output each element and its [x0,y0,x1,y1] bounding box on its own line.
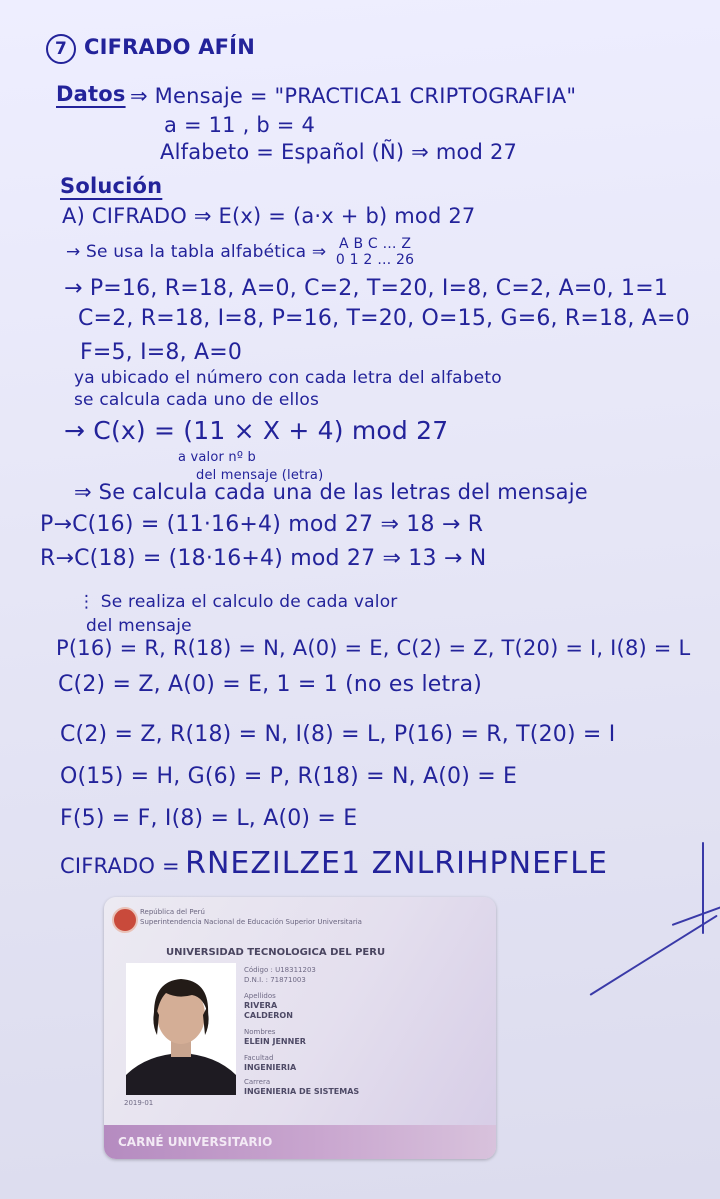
calc-2: R→C(18) = (18·16+4) mod 27 ⇒ 13 → N [40,546,487,571]
ab-line: a = 11 , b = 4 [164,113,315,137]
pen-stroke-diagonal [589,915,717,996]
result-line-3: C(2) = Z, R(18) = N, I(8) = L, P(16) = R, T(20) = I [60,722,616,747]
card-year: 2019-01 [124,1099,154,1107]
formula-annotation-2: del mensaje (letra) [196,468,324,483]
tabla-text: → Se usa la tabla alfabética ⇒ [66,242,327,262]
student-photo [126,963,236,1095]
card-header [140,907,488,927]
dni-value: 71871003 [270,976,306,984]
result-line-4: O(15) = H, G(6) = P, R(18) = N, A(0) = E [60,764,518,789]
note-1: ya ubicado el número con cada letra del alfabeto [74,368,502,388]
final-line [60,846,608,881]
card-country: República del Perú [140,908,205,916]
solucion-label: Solución [60,174,163,198]
result-line-1: P(16) = R, R(18) = N, A(0) = E, C(2) = Z, T(20) = I, I(8) = L [56,636,691,660]
formula-annotation-1: a valor nº b [178,450,256,465]
card-fields: Código : U18311203 D.N.I. : 71871003 Apellidos RIVERA CALDERON Nombres ELEIN JENNER Facultad INGENIERIA Carrera INGENIERIA DE SISTEMAS [244,966,360,1096]
pen-stroke-vertical [702,842,704,934]
formula: → C(x) = (11 × X + 4) mod 27 [64,416,449,445]
card-university: UNIVERSIDAD TECNOLOGICA DEL PERU [166,947,386,958]
tabla-bottom: 0 1 2 … 26 [335,252,415,268]
step-line: ⇒ Se calcula cada una de las letras del mensaje [74,480,588,504]
values-line-1: → P=16, R=18, A=0, C=2, T=20, I=8, C=2, A=0, 1=1 [64,276,669,301]
student-photo-illustration [126,963,236,1095]
final-value: RNEZILZE1 ZNLRIHPNEFLE [185,846,608,881]
values-line-3: F=5, I=8, A=0 [80,340,243,365]
exercise-title [46,34,255,64]
name-label: Nombres [244,1028,276,1036]
values-line-2: C=2, R=18, I=8, P=16, T=20, O=15, G=6, R=18, A=0 [78,306,690,331]
tabla-stack [336,236,414,268]
code-label: Código [244,966,269,974]
calc-1: P→C(16) = (11·16+4) mod 27 ⇒ 18 → R [40,512,484,537]
datos-label: Datos [56,82,126,106]
result-line-2: C(2) = Z, A(0) = E, 1 = 1 (no es letra) [58,672,483,697]
surname-1: RIVERA [244,1001,278,1010]
result-line-5: F(5) = F, I(8) = L, A(0) = E [60,806,358,831]
card-agency: Superintendencia Nacional de Educación Superior Universitaria [140,918,362,926]
student-id-card [104,897,496,1159]
exercise-number: 7 [46,34,76,64]
faculty-value: INGENIERIA [244,1063,297,1072]
final-label: CIFRADO = [60,854,180,878]
career-label: Carrera [244,1078,271,1086]
title-text: CIFRADO AFÍN [84,35,255,59]
dni-label: D.N.I. [244,976,264,984]
shield-logo-icon [112,907,138,933]
code-value: U18311203 [275,966,316,974]
faculty-label: Facultad [244,1054,274,1062]
career-value: INGENIERIA DE SISTEMAS [244,1087,360,1096]
surname-2: CALDERON [244,1011,293,1020]
tabla-top: A B C … Z [339,236,412,252]
cifrado-rule: A) CIFRADO ⇒ E(x) = (a·x + b) mod 27 [62,204,476,228]
alfabeto-line: Alfabeto = Español (Ñ) ⇒ mod 27 [160,140,518,164]
tabla-line [66,236,414,268]
note-3: ⋮ Se realiza el calculo de cada valor [78,592,398,612]
note-4: del mensaje [86,616,192,636]
mensaje-line: ⇒ Mensaje = "PRACTICA1 CRIPTOGRAFIA" [130,84,577,108]
card-footer: CARNÉ UNIVERSITARIO [104,1125,496,1159]
name-value: ELEIN JENNER [244,1037,306,1046]
surname-label: Apellidos [244,992,276,1000]
note-2: se calcula cada uno de ellos [74,390,320,410]
